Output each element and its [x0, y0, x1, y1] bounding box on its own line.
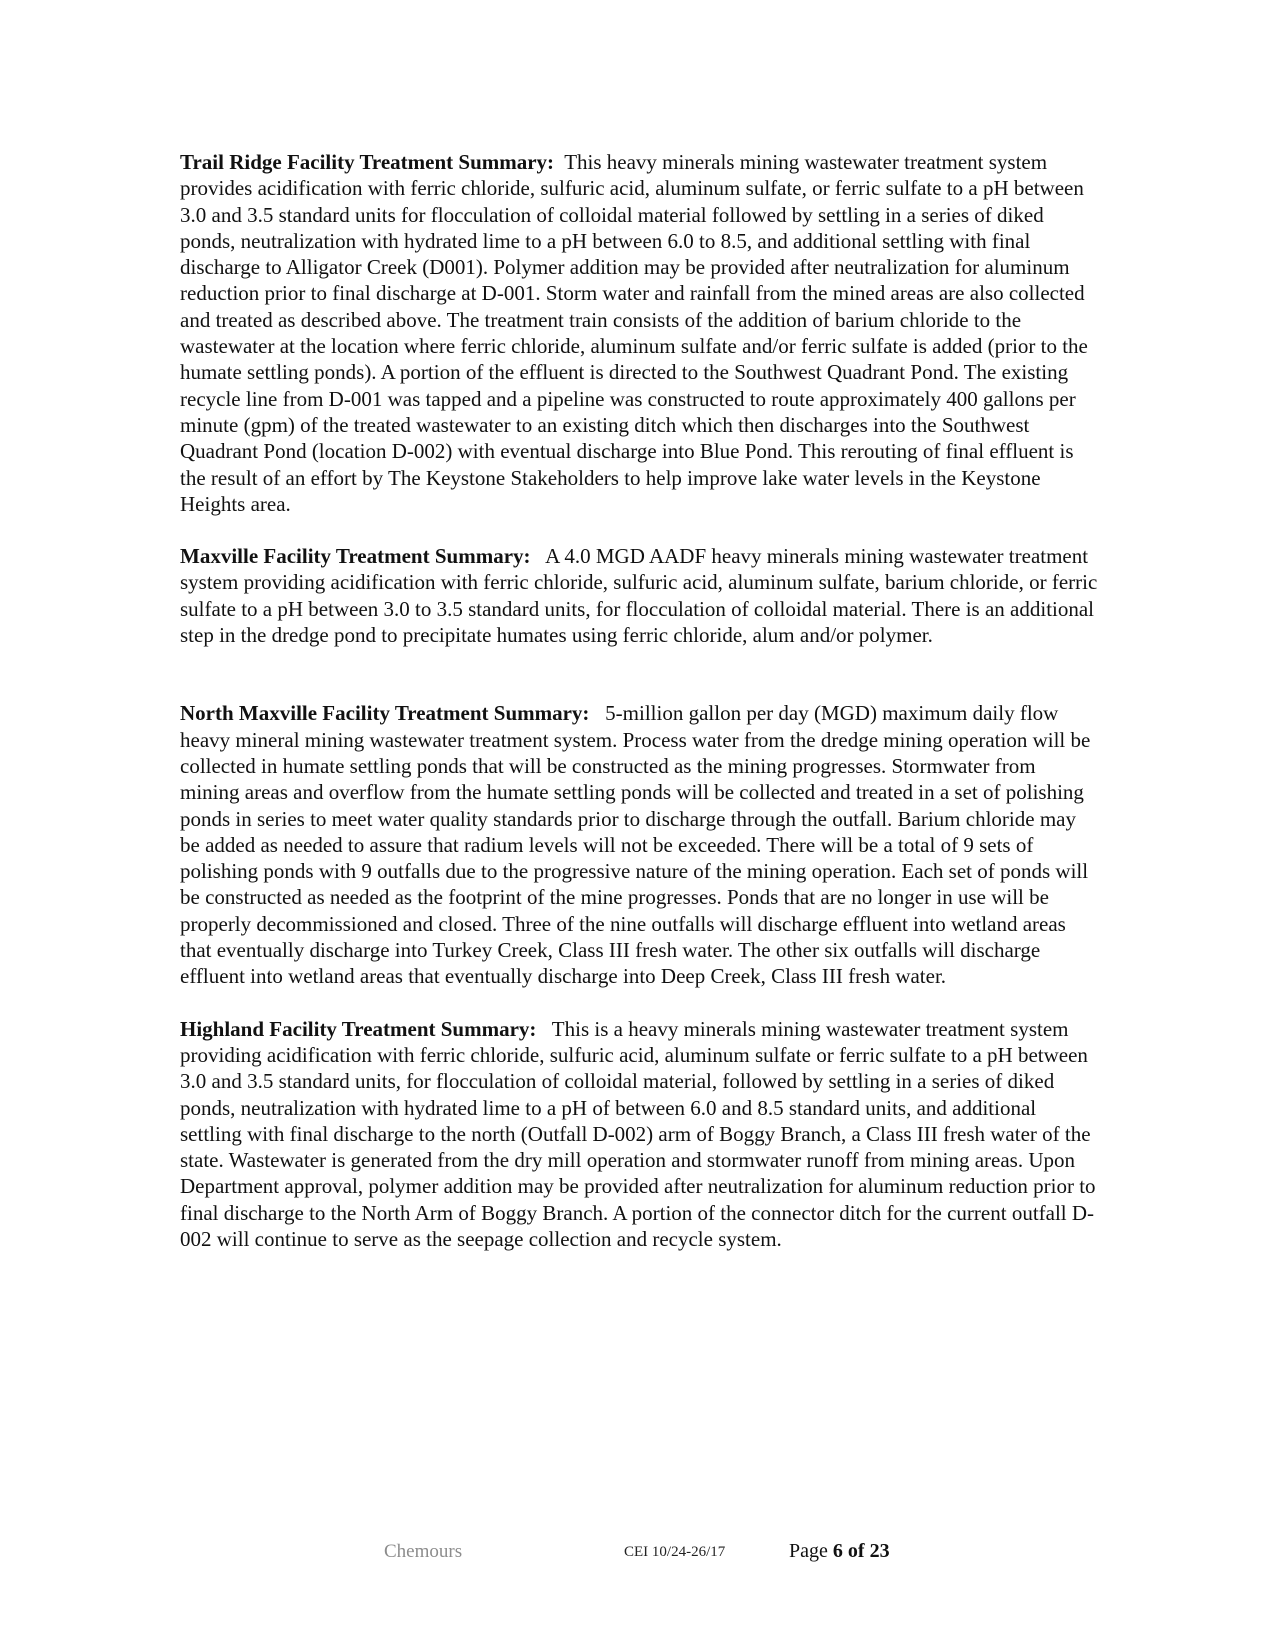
section-heading: Trail Ridge Facility Treatment Summary:	[180, 150, 555, 174]
section-heading: North Maxville Facility Treatment Summary:	[180, 701, 590, 726]
section-body: This heavy minerals mining wastewater treatment system provides acidification with ferric chloride, sulfuric acid, aluminum sulfate, or ferric sulfate to a pH between 3.0 and 3.5 standard units for flocculation of colloidal material followed by settling in a series of diked ponds, neutralization with hydrated lime to a pH between 6.0 to 8.5, and additional settling with final discharge to Alligator Creek (D001). Polymer addition may be provided after neutralization for aluminum reduction prior to final discharge at D-001. Storm water and rainfall from the mined areas are also collected and treated as described above. The treatment train consists of the addition of barium chloride to the wastewater at the location where ferric chloride, aluminum sulfate and/or ferric sulfate is added (prior to the humate settling ponds). A portion of the effluent is directed to the Southwest Quadrant Pond. The existing recycle line from D-001 was tapped and a pipeline was constructed to route approximately 400 gallons per minute (gpm) of the treated wastewater to an existing ditch which then discharges into the Southwest Quadrant Pond (location D-002) with eventual discharge into Blue Pond. This rerouting of final effluent is the result of an effort by The Keystone Stakeholders to help improve lake water levels in the Keystone Heights area.	[180, 150, 1088, 516]
footer-company: Chemours	[384, 1541, 463, 1562]
trail-ridge-summary	[180, 149, 1100, 517]
paragraph-spacer	[180, 648, 1100, 700]
page-prefix: Page	[789, 1540, 828, 1562]
section-heading: Highland Facility Treatment Summary:	[180, 1016, 537, 1041]
highland-summary	[180, 1016, 1100, 1253]
section-heading: Maxville Facility Treatment Summary:	[180, 544, 531, 569]
page-current: 6	[832, 1540, 843, 1562]
north-maxville-summary	[180, 700, 1100, 989]
section-body: 5-million gallon per day (MGD) maximum daily flow heavy mineral mining wastewater treatment system. Process water from the dredge mining operation will be collected in humate settling ponds that will be constructed as the mining progresses. Stormwater from mining areas and overflow from the humate settling ponds will be collected and treated in a set of polishing ponds in series to meet water quality standards prior to discharge through the outfall. Barium chloride may be added as needed to assure that radium levels will not be exceeded. There will be a total of 9 sets of polishing ponds with 9 outfalls due to the progressive nature of the mining operation. Each set of ponds will be constructed as needed as the footprint of the mine progresses. Ponds that are no longer in use will be properly decommissioned and closed. Three of the nine outfalls will discharge effluent into wetland areas that eventually discharge into Turkey Creek, Class III fresh water. The other six outfalls will discharge effluent into wetland areas that eventually discharge into Deep Creek, Class III fresh water.	[180, 701, 1091, 989]
page-total: 23	[869, 1540, 890, 1562]
paragraph-spacer	[180, 990, 1100, 1016]
page-footer	[0, 1539, 1275, 1569]
footer-inspection-date: CEI 10/24-26/17	[624, 1544, 726, 1560]
page-of: of	[847, 1540, 865, 1562]
paragraph-spacer	[180, 517, 1100, 543]
section-body: A 4.0 MGD AADF heavy minerals mining wastewater treatment system providing acidification with ferric chloride, sulfuric acid, aluminum sulfate, barium chloride, or ferric sulfate to a pH between 3.0 to 3.5 standard units, for flocculation of colloidal material. There is an additional step in the dredge pond to precipitate humates using ferric chloride, alum and/or polymer.	[180, 544, 1098, 648]
section-body: This is a heavy minerals mining wastewater treatment system providing acidification with ferric chloride, sulfuric acid, aluminum sulfate or ferric sulfate to a pH between 3.0 and 3.5 standard units, for flocculation of colloidal material, followed by settling in a series of diked ponds, neutralization with hydrated lime to a pH of between 6.0 and 8.5 standard units, and additional settling with final discharge to the north (Outfall D-002) arm of Boggy Branch, a Class III fresh water of the state. Wastewater is generated from the dry mill operation and stormwater runoff from mining areas. Upon Department approval, polymer addition may be provided after neutralization for aluminum reduction prior to final discharge to the North Arm of Boggy Branch. A portion of the connector ditch for the current outfall D-002 will continue to serve as the seepage collection and recycle system.	[180, 1016, 1096, 1251]
document-body	[180, 149, 1100, 1252]
maxville-summary	[180, 543, 1100, 648]
footer-page-number	[789, 1540, 890, 1563]
